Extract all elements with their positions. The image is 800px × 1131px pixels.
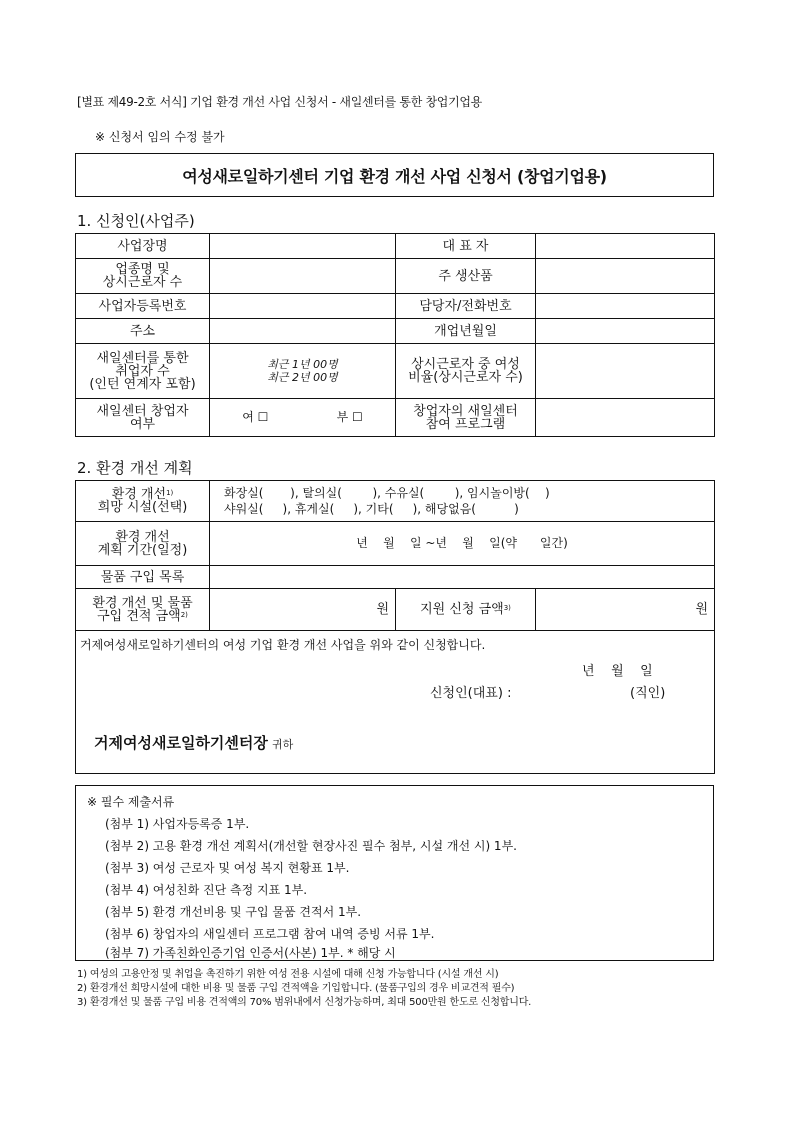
startup-label-line2: 여부 (129, 416, 156, 432)
representative-label: 대 표 자 (396, 234, 536, 259)
items-field[interactable] (210, 566, 715, 589)
business-name-field[interactable] (210, 234, 396, 259)
form-number-header: [별표 제49-2호 서식] 기업 환경 개선 사업 신청서 - 새일센터를 통한 창업기업용 (77, 95, 482, 109)
founded-field[interactable] (536, 319, 715, 344)
facility-label-line2: 희망 시설(선택) (97, 500, 188, 515)
business-name-label: 사업장명 (76, 234, 210, 259)
no-modification-notice: ※ 신청서 임의 수정 불가 (95, 130, 225, 144)
footnote-ref-1: 1) (166, 489, 174, 497)
period-label (76, 522, 210, 566)
document-item: (첨부 6) 창업자의 새일센터 프로그램 참여 내역 증빙 서류 1부. (105, 927, 435, 941)
document-item: (첨부 7) 가족친화인증기업 인증서(사본) 1부. * 해당 시 (105, 946, 396, 960)
recipient-name: 거제여성새로일하기센터장 (94, 734, 268, 752)
declaration-cell (76, 631, 715, 774)
recipient (94, 734, 294, 752)
footnote-ref-3: 3) (503, 604, 511, 612)
estimate-field[interactable] (210, 589, 396, 631)
reg-number-label: 사업자등록번호 (76, 294, 210, 319)
declaration-text: 거제여성새로일하기센터의 여성 기업 환경 개선 사업을 위와 같이 신청합니다. (80, 638, 486, 652)
female-ratio-field[interactable] (536, 344, 715, 399)
industry-field[interactable] (210, 259, 396, 294)
reg-number-field[interactable] (210, 294, 396, 319)
representative-field[interactable] (536, 234, 715, 259)
recipient-suffix: 귀하 (272, 738, 294, 751)
female-ratio-label (396, 344, 536, 399)
startup-choice (210, 399, 396, 437)
applicant-table (75, 233, 715, 437)
address-field[interactable] (210, 319, 396, 344)
hires-field[interactable] (210, 344, 396, 399)
startup-no-checkbox[interactable]: 부 ☐ (336, 410, 363, 424)
facility-label (76, 481, 210, 522)
hires-label-line2: 취업자 수 (115, 363, 170, 379)
estimate-label-line1: 환경 개선 및 물품 (92, 595, 193, 611)
facility-options[interactable] (210, 481, 715, 522)
support-label (396, 589, 536, 631)
startup-yes-checkbox[interactable]: 여 ☐ (242, 410, 269, 424)
program-label-line1: 창업자의 새일센터 (413, 403, 518, 419)
period-field[interactable] (210, 522, 715, 566)
document-item: (첨부 2) 고용 환경 개선 계획서(개선할 현장사진 필수 첨부, 시설 개선 시) 1부. (105, 839, 517, 853)
main-product-label: 주 생산품 (396, 259, 536, 294)
plan-table (75, 480, 715, 774)
address-label: 주소 (76, 319, 210, 344)
facility-options-line2: 샤워실( ), 휴게실( ), 기타( ), 해당없음( ) (224, 502, 519, 516)
page-title-text: 여성새로일하기센터 기업 환경 개선 사업 신청서 (창업기업용) (182, 166, 607, 186)
won-unit-1: 원 (376, 602, 389, 617)
footnote-ref-2: 2) (180, 610, 188, 619)
support-label-text: 지원 신청 금액 (420, 602, 504, 617)
hires-recent-1yr: 최근 1년 00명 (267, 358, 338, 371)
page-title (75, 153, 714, 197)
section2-heading: 2. 환경 개선 계획 (77, 459, 193, 477)
estimate-label-line2 (79, 610, 206, 623)
documents-heading: ※ 필수 제출서류 (87, 795, 175, 809)
support-field[interactable] (536, 589, 715, 631)
document-item: (첨부 5) 환경 개선비용 및 구입 물품 견적서 1부. (105, 905, 362, 919)
facility-options-line1: 화장실( ), 탈의실( ), 수유실( ), 임시놀이방( ) (224, 486, 550, 500)
hires-label (76, 344, 210, 399)
period-value: 년 월 일 ~년 월 일(약 일간) (356, 536, 568, 550)
female-ratio-line2: 비율(상시근로자 수) (408, 370, 523, 385)
hires-label-line3: (인턴 연계자 포함) (89, 376, 196, 392)
period-label-line2: 계획 기간(일정) (97, 542, 188, 558)
hires-recent-2yr: 최근 2년 00명 (267, 371, 338, 384)
female-ratio-line1: 상시근로자 중 여성 (411, 357, 520, 372)
main-product-field[interactable] (536, 259, 715, 294)
document-item: (첨부 4) 여성친화 진단 측정 지표 1부. (105, 883, 308, 897)
footnote-2: 2) 환경개선 희망시설에 대한 비용 및 물품 구입 견적액을 기입합니다. (물품구입의 경우 비교견적 필수) (77, 983, 515, 994)
program-label (396, 399, 536, 437)
declaration-date[interactable]: 년 월 일 (582, 664, 653, 679)
section1-heading: 1. 신청인(사업주) (77, 212, 195, 230)
hires-label-line1: 새일센터를 통한 (96, 350, 189, 366)
document-item: (첨부 1) 사업자등록증 1부. (105, 817, 250, 831)
startup-label (76, 399, 210, 437)
contact-field[interactable] (536, 294, 715, 319)
facility-label-text: 환경 개선 (111, 487, 167, 502)
estimate-label (76, 589, 210, 631)
startup-label-line1: 새일센터 창업자 (96, 403, 189, 419)
items-label: 물품 구입 목록 (76, 566, 210, 589)
required-documents-box (75, 785, 714, 961)
applicant-label: 신청인(대표) : (430, 686, 512, 701)
industry-label-line2: 상시근로자 수 (102, 275, 183, 290)
contact-label: 담당자/전화번호 (396, 294, 536, 319)
founded-label: 개업년월일 (396, 319, 536, 344)
won-unit-2: 원 (695, 602, 709, 617)
industry-label (76, 259, 210, 294)
document-item: (첨부 3) 여성 근로자 및 여성 복지 현황표 1부. (105, 861, 350, 875)
industry-label-line1: 업종명 및 (115, 262, 170, 277)
program-label-line2: 참여 프로그램 (425, 416, 506, 432)
program-field[interactable] (536, 399, 715, 437)
seal-label: (직인) (630, 686, 666, 701)
footnote-1: 1) 여성의 고용안정 및 취업을 촉진하기 위한 여성 전용 시설에 대해 신청 가능합니다 (시설 개선 시) (77, 969, 499, 980)
period-label-line1: 환경 개선 (115, 529, 170, 545)
footnote-3: 3) 환경개선 및 물품 구입 비용 견적액의 70% 범위내에서 신청가능하며, 최대 500만원 한도로 신청합니다. (77, 997, 532, 1008)
estimate-label-text: 구입 견적 금액 (97, 608, 181, 624)
